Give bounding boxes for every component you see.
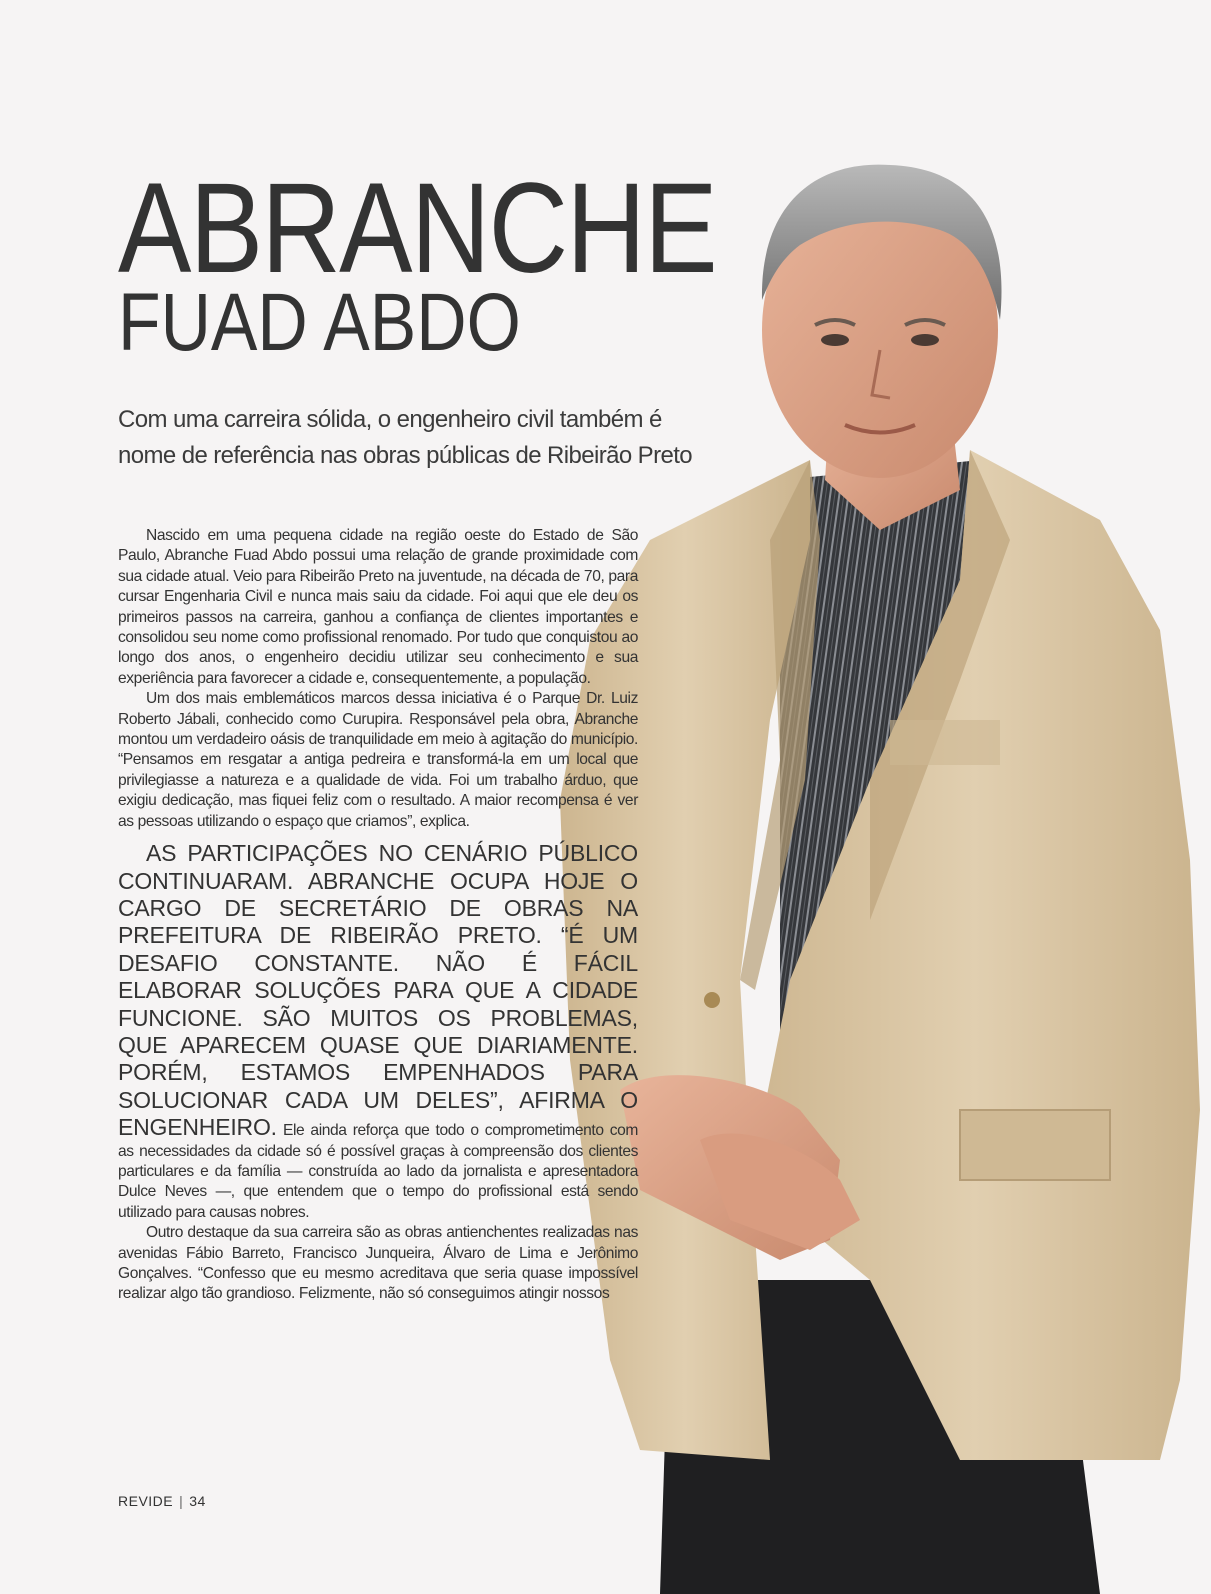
article-deck bbox=[118, 402, 718, 474]
magazine-name: REVIDE bbox=[118, 1493, 174, 1509]
article-body bbox=[118, 526, 638, 1305]
pull-quote: AS PARTICIPAÇÕES NO CENÁRIO PÚBLICO CONTINUARAM. ABRANCHE OCUPA HOJE O CARGO DE SECRETÁRIO DE OBRAS NA PREFEITURA DE RIBEIRÃO PRETO. “É UM DESAFIO CONSTANTE. NÃO É FÁCIL ELABORAR SOLUÇÕES PARA QUE A CIDADE FUNCIONE. SÃO MUITOS OS PROBLEMAS, QUE APARECEM QUASE QUE DIARIAMENTE. PORÉM, ESTAMOS EMPENHADOS PARA SOLUCIONAR CADA UM DELES”, AFIRMA O ENGENHEIRO. bbox=[118, 840, 638, 1141]
paragraph-3-continuation: Ele ainda reforça que todo o comprometimento com as necessidades da cidade só é possível graças à compreensão dos clientes particulares e da família — construída ao lado da jornalista e apresentadora Dulce Neves —, que entendem que o tempo do profissional está sendo utilizado para causas nobres. bbox=[118, 1122, 638, 1221]
deck-line-2: nome de referência nas obras públicas de Ribeirão Preto bbox=[118, 442, 693, 469]
paragraph-1: Nascido em uma pequena cidade na região oeste do Estado de São Paulo, Abranche Fuad Abdo possui uma relação de grande proximidade com sua cidade atual. Veio para Ribeirão Preto na juventude, na década de 70, para cursar Engenharia Civil e nunca mais saiu da cidade. Foi aqui que ele deu os primeiros passos na carreira, ganhou a confiança de clientes importantes e consolidou seu nome como profissional renomado. Por tudo que conquistou ao longo dos anos, o engenheiro decidiu utilizar seu conhecimento e sua experiência para favorecer a cidade e, consequentemente, a população. bbox=[118, 527, 638, 687]
footer-separator: | bbox=[179, 1493, 184, 1509]
article-subtitle: FUAD ABDO bbox=[118, 277, 521, 368]
page-number: 34 bbox=[189, 1493, 206, 1509]
article-title: ABRANCHE bbox=[118, 157, 716, 300]
paragraph-2: Um dos mais emblemáticos marcos dessa iniciativa é o Parque Dr. Luiz Roberto Jábali, conhecido como Curupira. Responsável pela obra, Abranche montou um verdadeiro oásis de tranquilidade em meio à agitação do município. “Pensamos em resgatar a antiga pedreira e transformá-la em um local que privilegiasse a natureza e a qualidade de vida. Foi um trabalho árduo, que exigiu dedicação, mas fiquei feliz com o resultado. A maior recompensa é ver as pessoas utilizando o espaço que criamos”, explica. bbox=[118, 690, 638, 830]
page-footer bbox=[118, 1493, 206, 1509]
deck-line-1: Com uma carreira sólida, o engenheiro civil também é bbox=[118, 406, 662, 433]
portrait-photo bbox=[540, 160, 1211, 1594]
paragraph-3 bbox=[118, 840, 638, 1223]
paragraph-4: Outro destaque da sua carreira são as obras antienchentes realizadas nas avenidas Fábio Barreto, Francisco Junqueira, Álvaro de Lima e Jerônimo Gonçalves. “Confesso que eu mesmo acreditava que seria quase impossível realizar algo tão grandioso. Felizmente, não só conseguimos atingir nossos bbox=[118, 1224, 638, 1303]
